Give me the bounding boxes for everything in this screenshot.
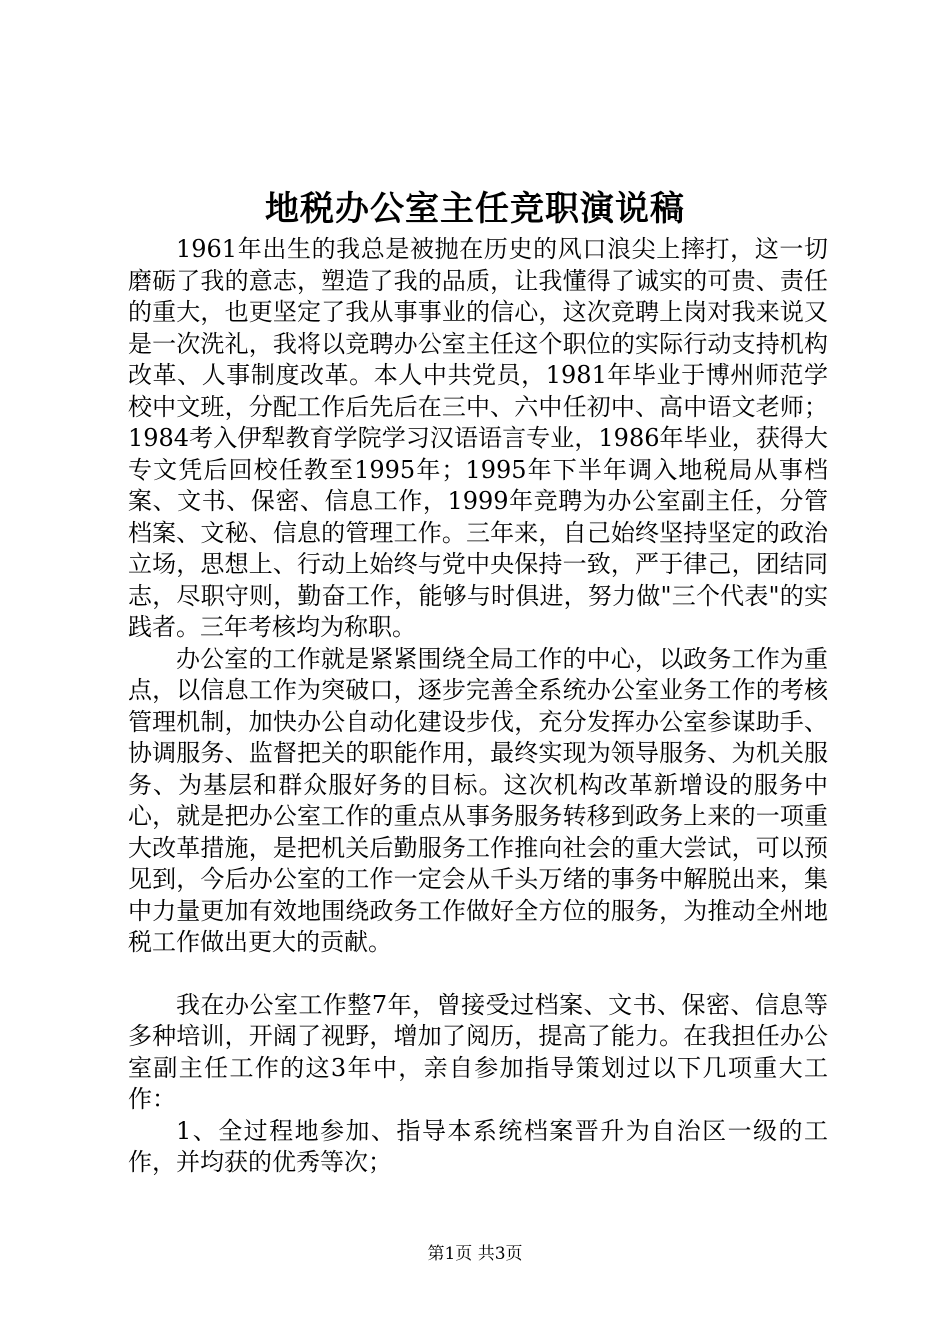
paragraph-1: 1961年出生的我总是被抛在历史的风口浪尖上摔打，这一切磨砺了我的意志，塑造了我的品质，让我懂得了诚实的可贵、责任的重大，也更坚定了我从事事业的信心，这次竞聘上岗对我来说又是一次洗礼，我将以竞聘办公室主任这个职位的实际行动支持机构改革、人事制度改革。本人中共党员，1981年毕业于博州师范学校中文班，分配工作后先后在三中、六中任初中、高中语文老师；1984考入伊犁教育学院学习汉语语言专业，1986年毕业，获得大专文凭后回校任教至1995年；1995年下半年调入地税局从事档案、文书、保密、信息工作，1999年竞聘为办公室副主任，分管档案、文秘、信息的管理工作。三年来，自己始终坚持坚定的政治立场，思想上、行动上始终与党中央保持一致，严于律己，团结同志，尽职守则，勤奋工作，能够与时俱进，努力做"三个代表"的实践者。三年考核均为称职。 xyxy=(128,235,828,641)
document-title: 地税办公室主任竞职演说稿 xyxy=(265,189,685,229)
document-body xyxy=(128,234,828,1179)
paragraph-3: 我在办公室工作整7年，曾接受过档案、文书、保密、信息等多种培训，开阔了视野，增加了阅历，提高了能力。在我担任办公室副主任工作的这3年中，亲自参加指导策划过以下几项重大工作： xyxy=(128,990,828,1113)
page-footer: 第1页 共3页 xyxy=(427,1244,523,1264)
paragraph-4: 1、全过程地参加、指导本系统档案晋升为自治区一级的工作，并均获的优秀等次； xyxy=(128,1116,828,1176)
paragraph-2: 办公室的工作就是紧紧围绕全局工作的中心，以政务工作为重点，以信息工作为突破口，逐步完善全系统办公室业务工作的考核管理机制，加快办公自动化建设步伐，充分发挥办公室参谋助手、协调服务、监督把关的职能作用，最终实现为领导服务、为机关服务、为基层和群众服好务的目标。这次机构改革新增设的服务中心，就是把办公室工作的重点从事务服务转移到政务上来的一项重大改革措施，是把机关后勤服务工作推向社会的重大尝试，可以预见到，今后办公室的工作一定会从千头万绪的事务中解脱出来，集中力量更加有效地围绕政务工作做好全方位的服务，为推动全州地税工作做出更大的贡献。 xyxy=(128,644,828,956)
